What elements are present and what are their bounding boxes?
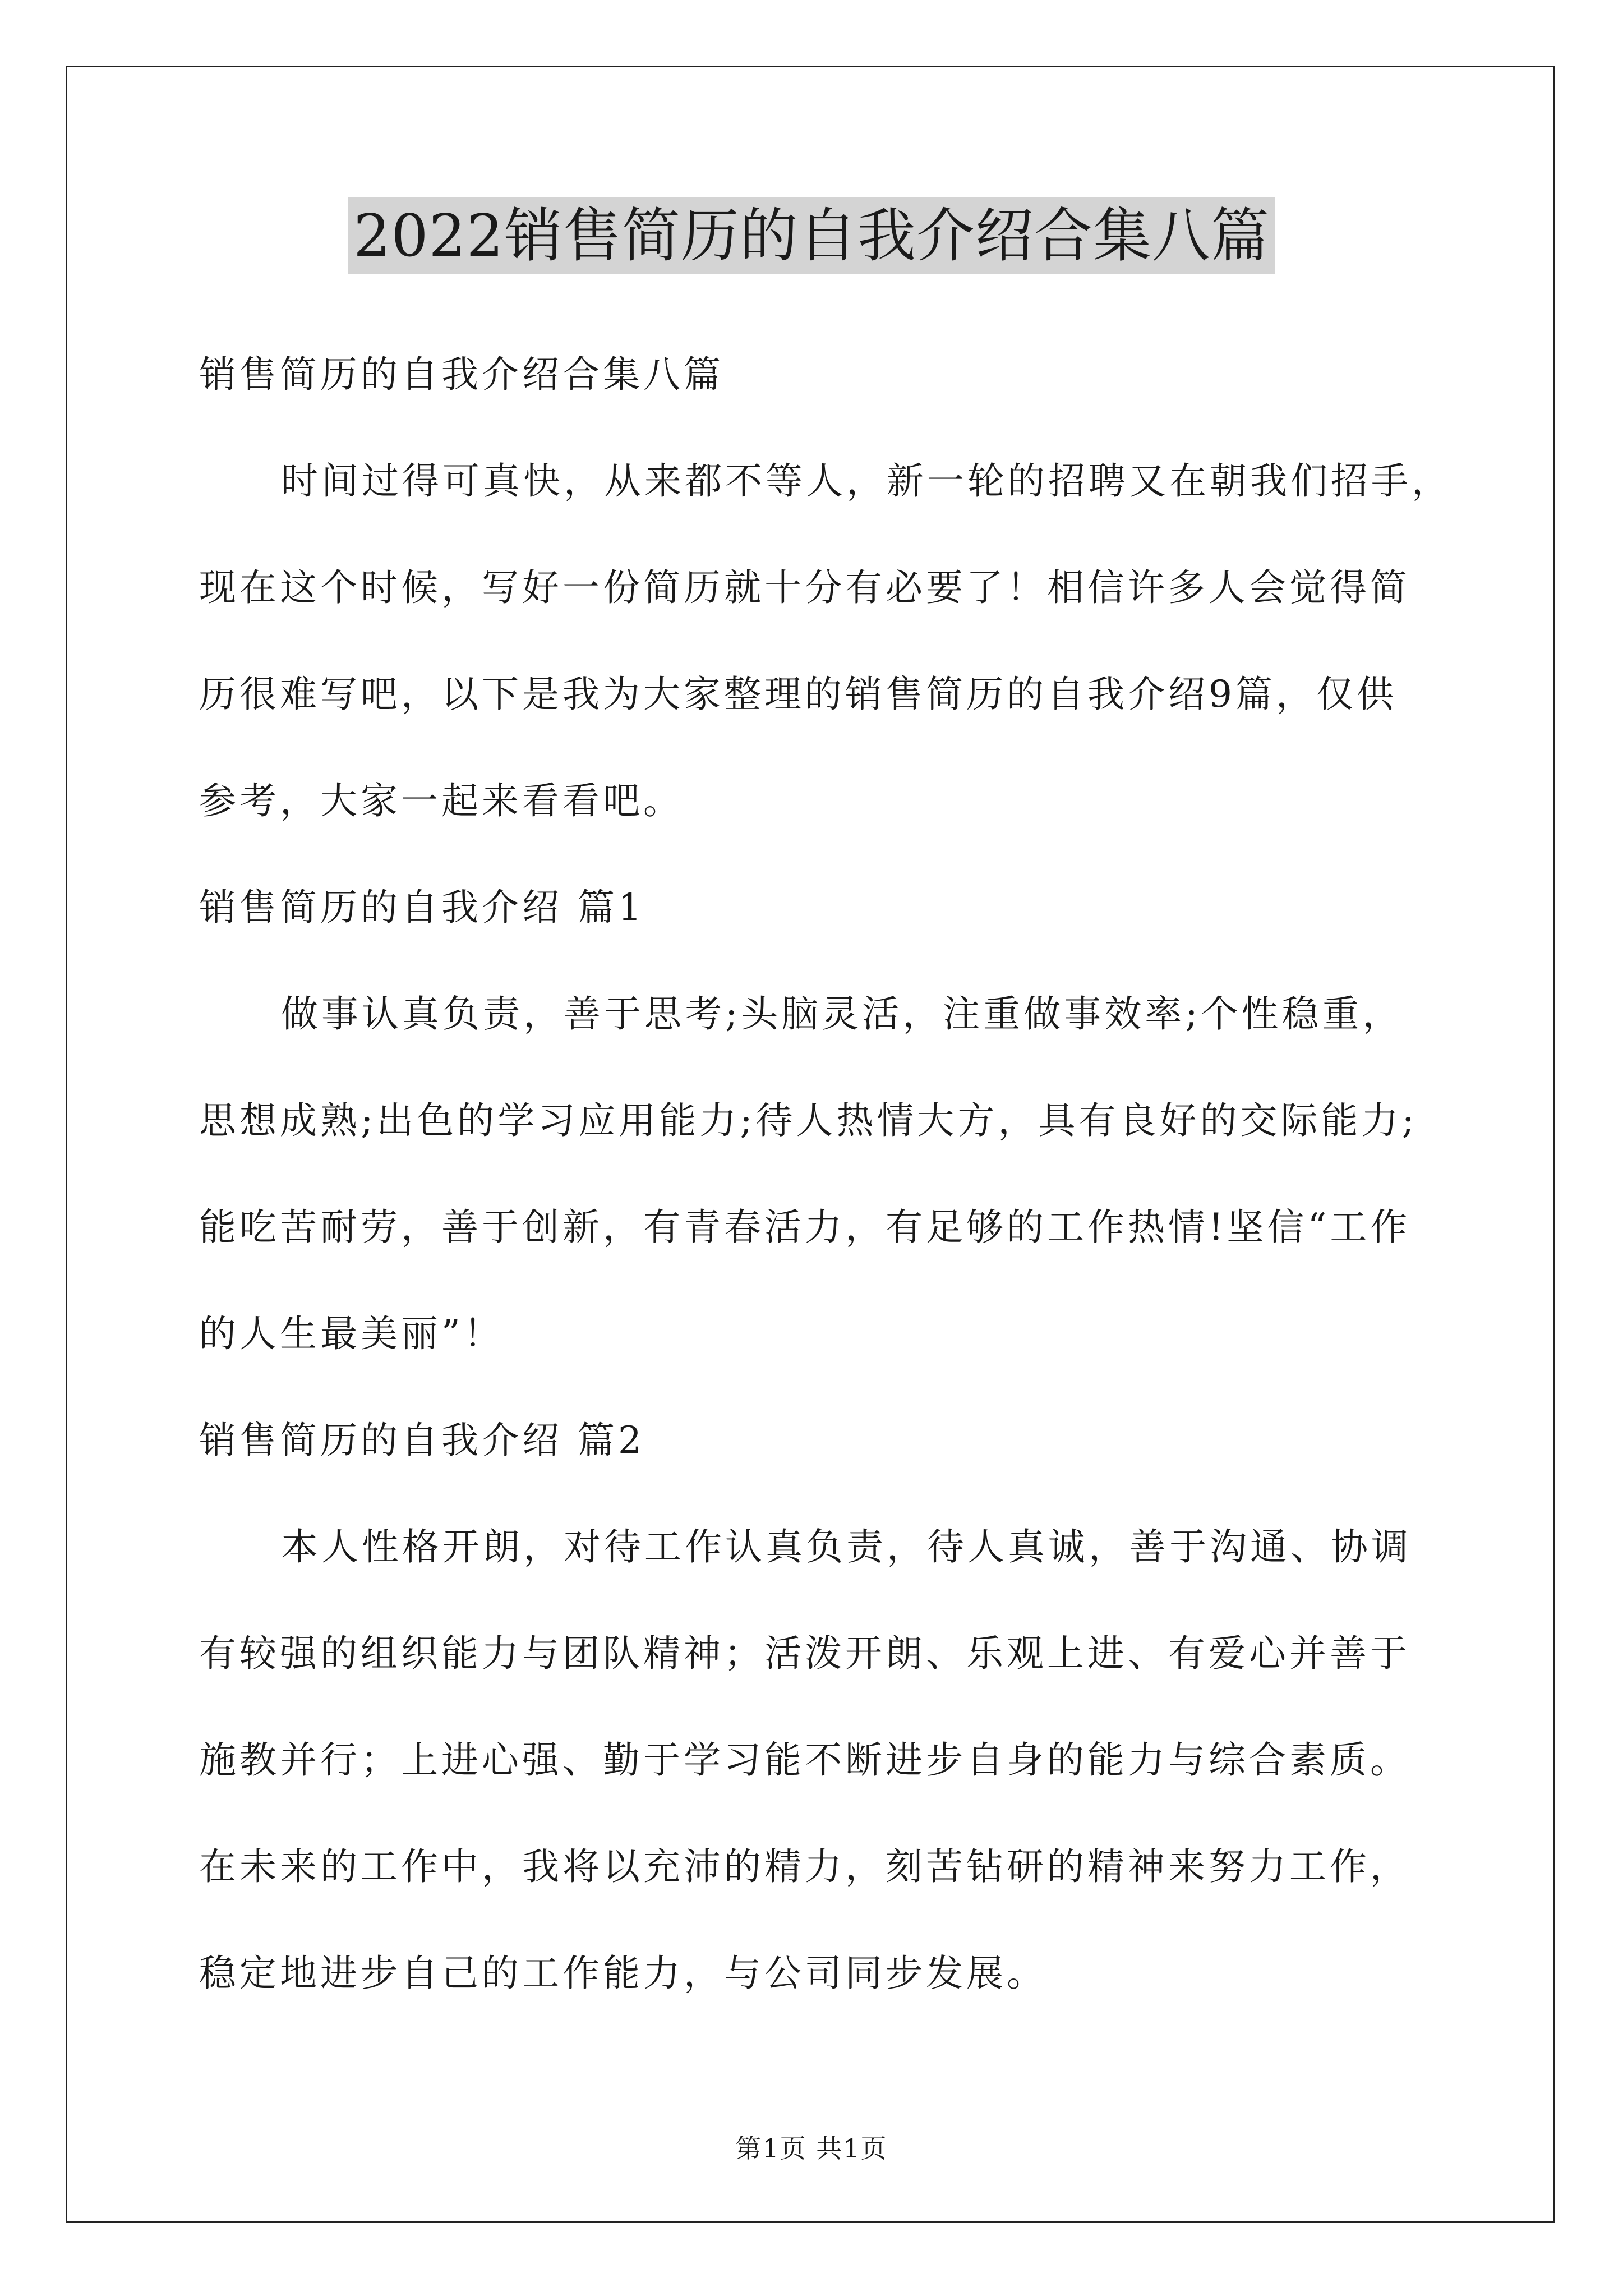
paragraph-line: 能吃苦耐劳，善于创新，有青春活力，有足够的工作热情!坚信“工作 <box>199 1205 1411 1249</box>
paragraph-line: 参考，大家一起来看看吧。 <box>199 779 684 822</box>
paragraph-line: 施教并行；上进心强、勤于学习能不断进步自身的能力与综合素质。 <box>199 1738 1410 1782</box>
title-container <box>0 197 1623 274</box>
section-heading-1: 销售简历的自我介绍 篇1 <box>199 886 645 929</box>
section-1-paragraph <box>199 987 1436 1361</box>
paragraph-line: 在未来的工作中，我将以充沛的精力，刻苦钻研的精神来努力工作， <box>199 1845 1410 1888</box>
paragraph-line: 思想成熟;出色的学习应用能力;待人热情大方，具有良好的交际能力; <box>199 1099 1418 1142</box>
document-title: 2022销售简历的自我介绍合集八篇 <box>348 197 1275 274</box>
intro-paragraph <box>199 454 1452 828</box>
section-2-paragraph <box>199 1520 1436 2000</box>
paragraph-line: 的人生最美丽”！ <box>199 1312 504 1355</box>
document-subtitle: 销售简历的自我介绍合集八篇 <box>199 353 724 396</box>
paragraph-line: 有较强的组织能力与团队精神；活泼开朗、乐观上进、有爱心并善于 <box>199 1632 1410 1675</box>
paragraph-line: 现在这个时候，写好一份简历就十分有必要了！相信许多人会觉得简 <box>199 566 1410 609</box>
paragraph-line: 时间过得可真快，从来都不等人，新一轮的招聘又在朝我们招手， <box>281 459 1452 503</box>
paragraph-line: 历很难写吧，以下是我为大家整理的销售简历的自我介绍9篇，仅供 <box>199 673 1397 716</box>
paragraph-line: 本人性格开朗，对待工作认真负责，待人真诚，善于沟通、协调 <box>281 1525 1412 1568</box>
paragraph-line: 稳定地进步自己的工作能力，与公司同步发展。 <box>199 1952 1047 1995</box>
document-body <box>199 348 1452 2053</box>
paragraph-line: 做事认真负责，善于思考;头脑灵活，注重做事效率;个性稳重， <box>281 992 1403 1036</box>
page-footer: 第1页 共1页 <box>735 2133 888 2164</box>
section-heading-2: 销售简历的自我介绍 篇2 <box>199 1419 645 1462</box>
